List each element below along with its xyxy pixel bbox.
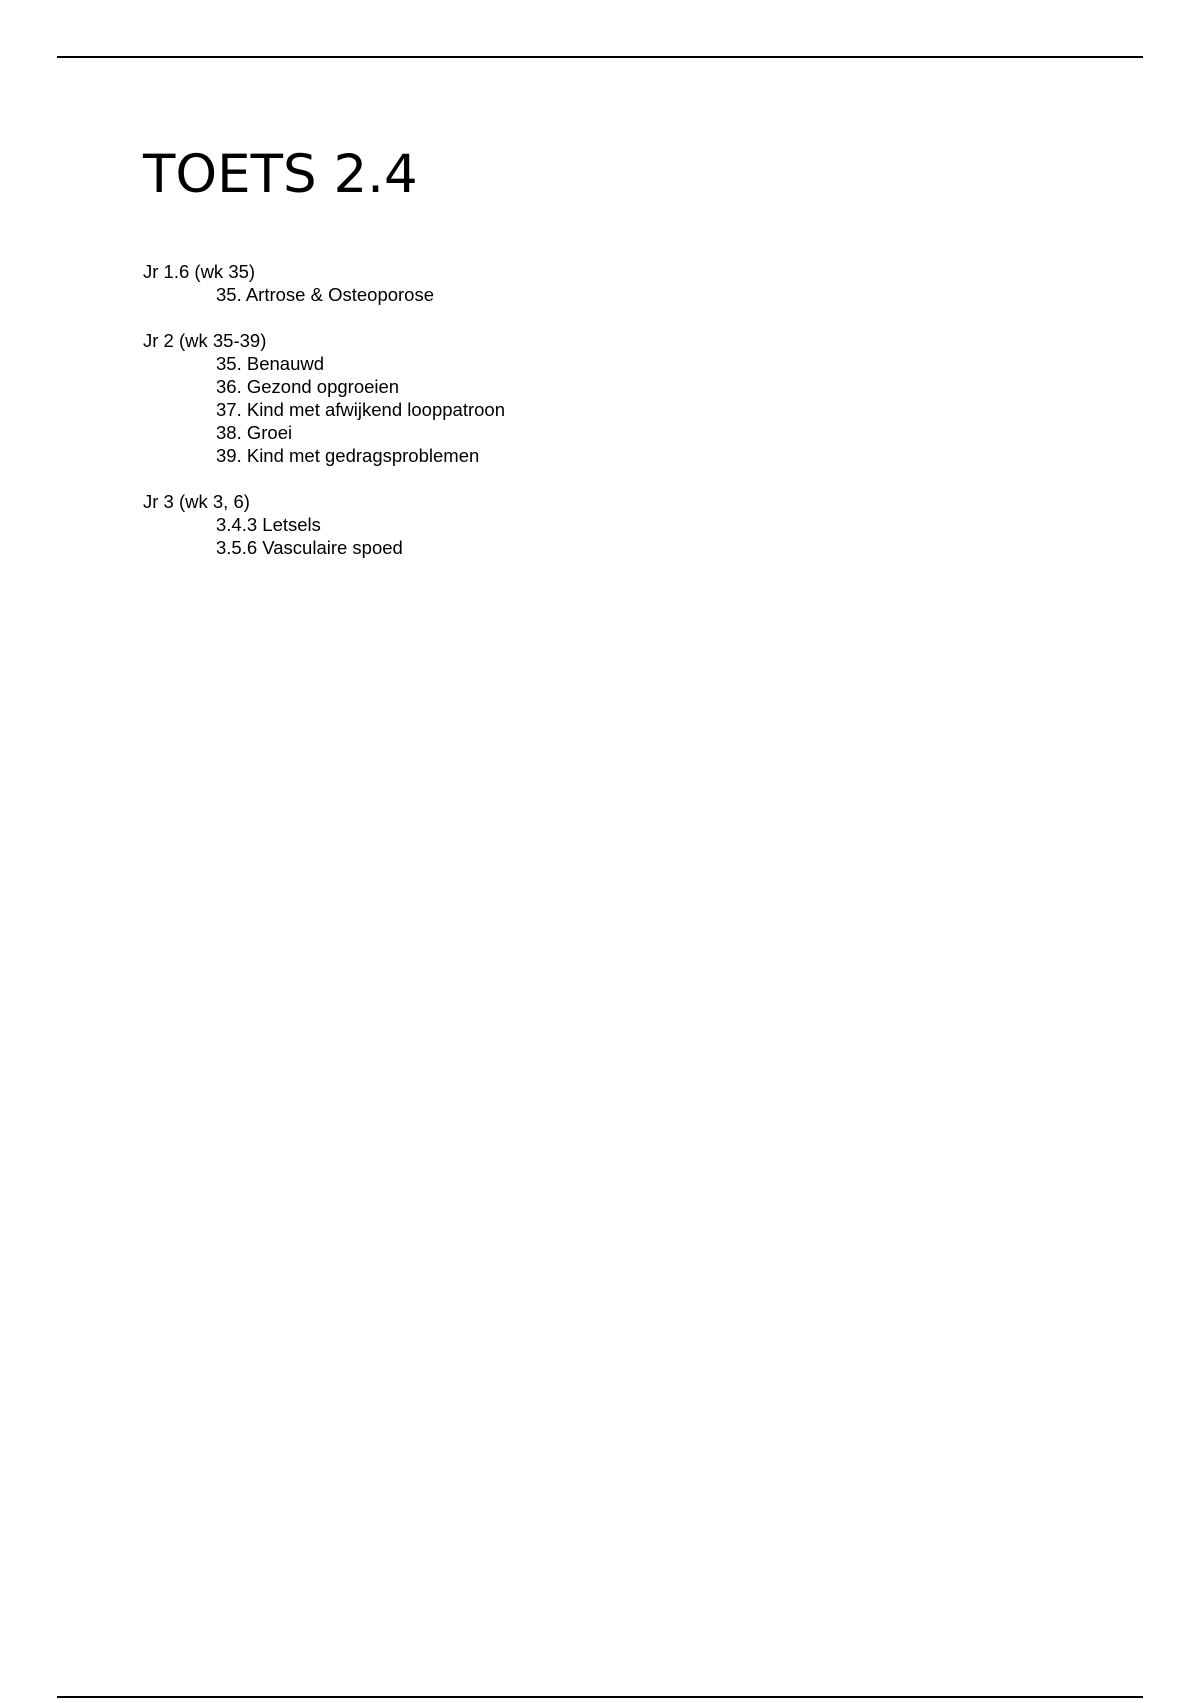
list-item: 35. Benauwd bbox=[216, 353, 325, 374]
section-items bbox=[143, 283, 1043, 306]
header-rule bbox=[57, 56, 1143, 58]
list-item: 36. Gezond opgroeien bbox=[216, 376, 400, 397]
list-item: 3.4.3 Letsels bbox=[216, 514, 321, 535]
list-item: 37. Kind met afwijkend looppatroon bbox=[216, 399, 505, 420]
list-item: 39. Kind met gedragsproblemen bbox=[216, 445, 480, 466]
section-heading: Jr 2 (wk 35-39) bbox=[143, 330, 267, 351]
section-heading: Jr 3 (wk 3, 6) bbox=[143, 491, 250, 512]
section-jr-1-6 bbox=[143, 260, 1043, 306]
section-items bbox=[143, 513, 1043, 559]
page-title: TOETS 2.4 bbox=[143, 144, 418, 205]
section-jr-3 bbox=[143, 490, 1043, 559]
section-jr-2 bbox=[143, 329, 1043, 467]
section-list bbox=[143, 260, 1043, 559]
page-content bbox=[143, 140, 1043, 582]
section-items bbox=[143, 352, 1043, 467]
footer-rule bbox=[57, 1696, 1143, 1698]
list-item: 38. Groei bbox=[216, 422, 293, 443]
list-item: 35. Artrose & Osteoporose bbox=[216, 284, 435, 305]
list-item: 3.5.6 Vasculaire spoed bbox=[216, 537, 403, 558]
section-heading: Jr 1.6 (wk 35) bbox=[143, 261, 256, 282]
